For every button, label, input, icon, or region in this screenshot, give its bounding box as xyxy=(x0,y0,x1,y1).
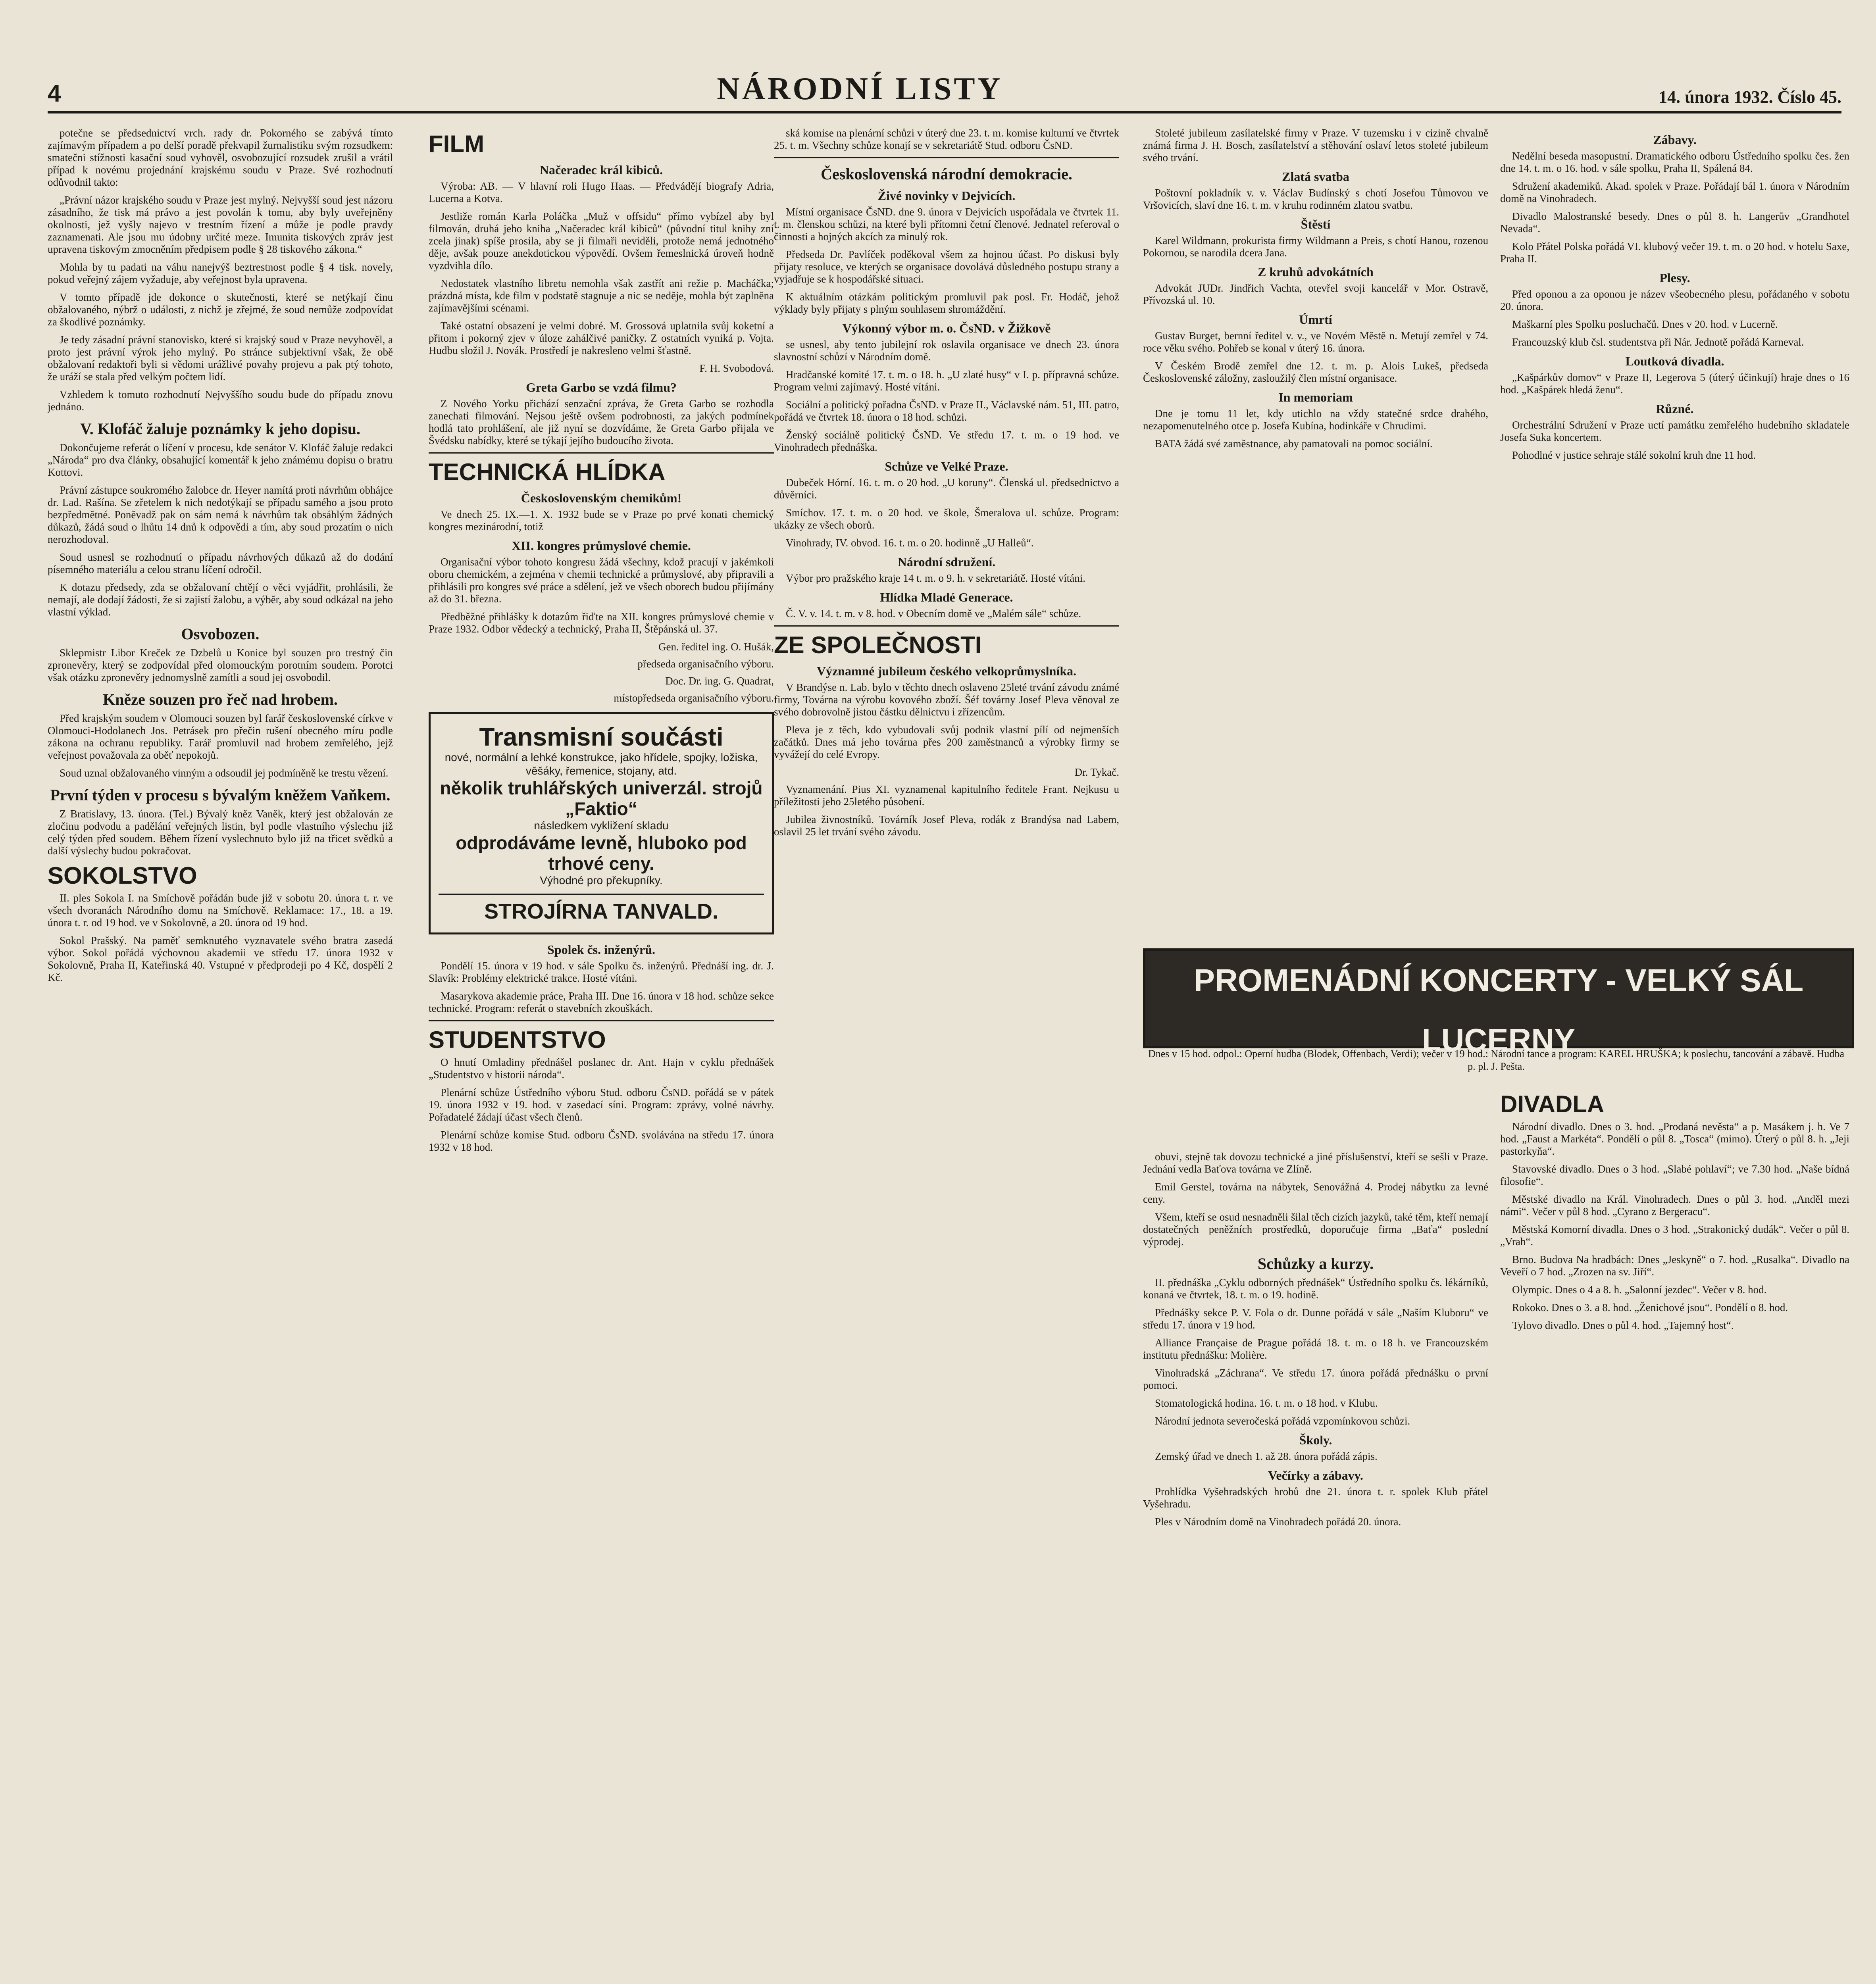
article-headline: Schůze ve Velké Praze. xyxy=(885,459,1008,473)
article-paragraph: Plenární schůze Ústředního výboru Stud. odboru ČsND. pořádá se v pátek 19. února 1932 v 19. hod. v zasedací síni. Program: zprávy, volné návrhy. Pořadatelé žádají účast všech členů. xyxy=(429,1086,774,1123)
article-headline: Různé. xyxy=(1656,402,1694,416)
article-paragraph: obuvi, stejně tak dovozu technické a jiné příslušenství, kteří se sešli v Praze. Jednání vedla Baťova továrna ve Zlíně. xyxy=(1143,1151,1488,1175)
ad-text: Výhodné pro překupníky. xyxy=(540,874,663,886)
article-paragraph: Pleva je z těch, kdo vybudovali svůj podnik vlastní pílí od nejmenších začátků. Dnes má jeho továrna přes 200 zaměstnanců a výrobky firmy se vyvážejí do celé Evropy. xyxy=(774,724,1119,760)
article-paragraph: Karel Wildmann, prokurista firmy Wildmann a Preis, s chotí Hanou, rozenou Pokornou, se narodila dcera Jana. xyxy=(1143,235,1488,259)
article-paragraph: Ples v Národním domě na Vinohradech pořádá 20. února. xyxy=(1155,1516,1401,1528)
article-paragraph: Vyznamenání. Pius XI. vyznamenal kapitulního ředitele Frant. Nejkusu u příležitosti jeho 25letého působení. xyxy=(774,783,1119,807)
article-paragraph: Sokol Prašský. Na paměť semknutého vyznavatele svého bratra zasedá výbor. Sokol pořádá výchovnou akademii ve středu 17. února 1932 v Sokolovně, Praha II, Kateřinská 40. Vstupné v předprodeji po 4 Kč, dospělí 2 Kč. xyxy=(48,934,393,983)
article-subheadline: XII. kongres průmyslové chemie. xyxy=(512,538,691,553)
article-headline: Československým chemikům! xyxy=(521,491,682,505)
article-paragraph: Dne je tomu 11 let, kdy utichlo na vždy statečné srdce drahého, nezapomenutelného otce p. Josefa Kubína, hodinkáře v Chrudimi. xyxy=(1143,408,1488,432)
article-headline: In memoriam xyxy=(1278,390,1353,404)
author-signature: místopředseda organisačního výboru. xyxy=(614,692,774,704)
article-headline: Živé novinky v Dejvicích. xyxy=(877,188,1016,203)
section-heading: ZE SPOLEČNOSTI xyxy=(774,632,982,658)
article-paragraph: Francouzský klub čsl. studentstva při Nár. Jednotě pořádá Karneval. xyxy=(1512,336,1804,348)
article-paragraph: Jubilea živnostníků. Továrník Josef Pleva, rodák z Brandýsa nad Labem, oslavil 25 let trvání svého závodu. xyxy=(774,813,1119,838)
article-paragraph: Mohla by tu padati na váhu nanejvýš beztrestnost podle § 4 tisk. novely, pokud veřejný zájem vyžaduje, aby veřejnost byla upravena. xyxy=(48,261,393,285)
article-paragraph: Divadlo Malostranské besedy. Dnes o půl 8. h. Langerův „Grandhotel Nevada“. xyxy=(1500,210,1849,235)
article-paragraph: Stavovské divadlo. Dnes o 3 hod. „Slabé pohlaví“; ve 7.30 hod. „Naše bídná filosofie“. xyxy=(1500,1163,1849,1187)
article-headline: Úmrtí xyxy=(1299,312,1332,327)
article-paragraph: Z Nového Yorku přichází senzační zpráva, že Greta Garbo se rozhodla zanechati filmování. Nejsou ještě ovšem podrobnosti, za jakých podmínek hodlá tato prohlášení, ale již nyní se dozvídáme, že Greta Garbo přijala ve Švédsku nabídky, které se týkají jejího budoucího života. xyxy=(429,398,774,446)
article-paragraph: Soud usnesl se rozhodnutí o případu návrhových důkazů až do dodání písemného materiálu a celou stranu líčení odročil. xyxy=(48,551,393,575)
article-paragraph: „Právní názor krajského soudu v Praze jest mylný. Nejvyšší soud jest názoru zásadního, že tisk má právo a jest povolán k tomu, aby byly uveřejněny okolnosti, jež vyšly najevo v trestním řízení a může je podle pravdy zaznamenati. Ale jsou mu údobny určité meze. Imunita tiskových zpráv jest upravena tiskovým zmocněním předpisem podle § 28 tiskového zákona.“ xyxy=(48,194,393,255)
section-heading: Československá národní demokracie. xyxy=(821,165,1072,183)
author-signature: Gen. ředitel ing. O. Hušák, xyxy=(658,641,774,653)
article-paragraph: Dokončujeme referát o líčení v procesu, kde senátor V. Klofáč žaluje redakci „Národa“ pro dva články, obsahující komentář k jeho známému dopisu o bratru Kottovi. xyxy=(48,442,393,478)
article-paragraph: Organisační výbor tohoto kongresu žádá všechny, kdož pracují v jakémkoli oboru chemickém, a zejména v chemii technické a průmyslové, aby připravili a přihlásili pro kongres své práce a sdělení, jež ve všech oborech budou přijímány až do 31. března. xyxy=(429,556,774,605)
advertisement-tanvald xyxy=(429,712,774,934)
article-headline: První týden v procesu s bývalým kněžem Vaňkem. xyxy=(50,786,391,804)
article-headline: V. Klofáč žaluje poznámky k jeho dopisu. xyxy=(80,420,360,438)
article-paragraph: Poštovní pokladník v. v. Václav Budínský s chotí Josefou Tůmovou ve Vršovicích, slaví dne 16. t. m. v kruhu rodinném zlatou svatbu. xyxy=(1143,187,1488,211)
article-paragraph: Z Bratislavy, 13. února. (Tel.) Bývalý kněz Vaněk, který jest obžalován ze zločinu podvodu a padělání veřejných listin, byl podle vlastního výslechu již celý týden před soudem. Během řízení vyslechnuto bylo již na třicet svědků a další výslechy budou pokračovat. xyxy=(48,808,393,857)
section-heading: STUDENTSTVO xyxy=(429,1027,606,1053)
section-heading: DIVADLA xyxy=(1500,1091,1605,1117)
article-headline: Načeradec král kibiců. xyxy=(539,163,663,177)
banner-title: PROMENÁDNÍ KONCERTY - VELKÝ SÁL LUCERNY xyxy=(1193,963,1804,1057)
column-4-top xyxy=(1143,127,1488,944)
article-paragraph: O hnutí Omladiny přednášel poslanec dr. Ant. Hajn v cyklu přednášek „Studentstvo v historii národa“. xyxy=(429,1056,774,1080)
article-headline: Zlatá svatba xyxy=(1282,169,1349,184)
article-paragraph: Rokoko. Dnes o 3. a 8. hod. „Ženichové jsou“. Pondělí o 8. hod. xyxy=(1512,1302,1788,1313)
section-heading: FILM xyxy=(429,131,484,157)
article-paragraph: Dubeček Hórní. 16. t. m. o 20 hod. „U koruny“. Členská ul. předsednictvo a důvěrníci. xyxy=(774,477,1119,501)
article-paragraph: II. přednáška „Cyklu odborných přednášek“ Ústředního spolku čs. lékárníků, konaná ve čtvrtek, 18. t. m. o 19. hodině. xyxy=(1143,1277,1488,1301)
section-heading: Schůzky a kurzy. xyxy=(1257,1255,1374,1273)
article-paragraph: Prohlídka Vyšehradských hrobů dne 21. února t. r. spolek Klub přátel Vyšehradu. xyxy=(1143,1486,1488,1510)
article-paragraph: Ve dnech 25. IX.—1. X. 1932 bude se v Praze po prvé konati chemický kongres mezinárodní, totiž xyxy=(429,508,774,533)
article-paragraph: K aktuálním otázkám politickým promluvil pak posl. Fr. Hodáč, jehož výklady byly přijaty s plným souhlasem shromáždění. xyxy=(774,291,1119,315)
banner-subtitle: Dnes v 15 hod. odpol.: Operní hudba (Blodek, Offenbach, Verdi); večer v 19 hod.: Národní tance a program: KAREL HRUŠKA; k poslechu, tancování a zábavě. Hudba p. pl. J. Pešta. xyxy=(1148,1048,1845,1072)
article-paragraph: Stomatologická hodina. 16. t. m. o 18 hod. v Klubu. xyxy=(1155,1397,1378,1409)
article-paragraph: Přednášky sekce P. V. Fola o dr. Dunne pořádá v sále „Naším Kluboru“ ve středu 17. února v 19 hod. xyxy=(1143,1307,1488,1331)
article-headline: Školy. xyxy=(1299,1433,1332,1447)
divider xyxy=(774,157,1119,158)
article-headline: Večírky a zábavy. xyxy=(1268,1468,1363,1482)
article-paragraph: Městská Komorní divadla. Dnes o 3 hod. „Strakonický dudák“. Večer o půl 8. „Vrah“. xyxy=(1500,1223,1849,1248)
article-paragraph: Jestliže román Karla Poláčka „Muž v offsidu“ přímo vybízel aby byl filmován, druhá jeho kniha „Načeradec král kibiců“ (původní titul knihy zní zcela jinak) spíše prosila, aby se ji filmaři neviděli, protože nemá jednotného děje, avšak pouze anekdotickou výpovědí. Ovšem řemeslnická úroveň hodně vyzdvihla dílo. xyxy=(429,210,774,271)
newspaper-title: NÁRODNÍ LISTY xyxy=(717,71,1003,106)
article-paragraph: ská komise na plenární schůzi v úterý dne 23. t. m. komise kulturní ve čtvrtek 25. t. m. Všechny schůze konají se v sekretariátě Stud. odboru ČsND. xyxy=(774,127,1119,151)
article-paragraph: Ženský sociálně politický ČsND. Ve středu 17. t. m. o 19 hod. ve Vinohradech přednáška. xyxy=(774,429,1119,453)
article-paragraph: Zemský úřad ve dnech 1. až 28. února pořádá zápis. xyxy=(1155,1450,1378,1462)
article-paragraph: Národní jednota severočeská pořádá vzpomínkovou schůzi. xyxy=(1155,1415,1410,1427)
divider xyxy=(429,452,774,454)
column-5-bottom xyxy=(1500,1087,1849,1984)
article-paragraph: Místní organisace ČsND. dne 9. února v Dejvicích uspořádala ve čtvrtek 11. t. m. členskou schůzi, na které byli přítomni četní členové. Jednatel referoval o činnosti a hojných akcích za minulý rok. xyxy=(774,206,1119,242)
masthead xyxy=(48,63,1841,113)
article-paragraph: Tylovo divadlo. Dnes o půl 4. hod. „Tajemný host“. xyxy=(1512,1319,1734,1331)
article-paragraph: V tomto případě jde dokonce o skutečnosti, které se netýkají činu obžalovaného, nýbrž o události, z nichž je zřejmé, že soud nemůže zodpovídat za škodlivé poznámky. xyxy=(48,291,393,328)
article-paragraph: Předseda Dr. Pavlíček poděkoval všem za hojnou účast. Po diskusi byly přijaty resoluce, ve kterých se organisace dovolává důsledného postupu strany a vyjadřuje se k hospodářské situaci. xyxy=(774,248,1119,285)
article-paragraph: Soud uznal obžalovaného vinným a odsoudil jej podmíněně ke trestu vězení. xyxy=(60,767,389,779)
article-headline: Štěstí xyxy=(1301,217,1331,231)
ad-text: nové, normální a lehké konstrukce, jako hřídele, spojky, ložiska, věšáky, řemenice, stojany, atd. xyxy=(444,751,758,777)
author-signature: předseda organisačního výboru. xyxy=(637,658,774,670)
article-headline: Hlídka Mladé Generace. xyxy=(880,590,1013,604)
article-paragraph: Předběžné přihlášky k dotazům řiďte na XII. kongres průmyslové chemie v Praze 1932. Odbor vědecký a technický, Praha II, Štěpánská ul. 37. xyxy=(429,611,774,635)
article-paragraph: Hradčanské komité 17. t. m. o 18. h. „U zlaté husy“ v I. p. přípravná schůze. Program velmi zajímavý. Hosté vítáni. xyxy=(774,369,1119,393)
article-paragraph: Pohodlné v justice sehraje stálé sokolní kruh dne 11 hod. xyxy=(1512,449,1756,461)
article-paragraph: Také ostatní obsazení je velmi dobré. M. Grossová uplatnila svůj koketní a přitom i pokorný zjev v úloze zahálčivé paničky. Z ostatních vyniká p. Vojta. Hudbu složil J. Novák. Prostředí je nakresleno velmi šťastně. xyxy=(429,320,774,356)
article-paragraph: Všem, kteří se osud nesnadněli šilal těch cizích jazyků, také těm, kteří nemají dostatečných peněžních prostředků, doporučuje firma „Baťa“ poslední výprodej. xyxy=(1143,1211,1488,1248)
article-paragraph: Nedostatek vlastního libretu nemohla však zastřít ani režie p. Macháčka; prázdná místa, kde film v podstatě stagnuje a nic se neděje, mohla být zaplněna zajímavějšími scénami. xyxy=(429,277,774,314)
article-paragraph: Pondělí 15. února v 19 hod. v sále Spolku čs. inženýrů. Přednáší ing. dr. J. Slavík: Problémy elektrické trakce. Hosté vítáni. xyxy=(429,960,774,984)
article-paragraph: Sklepmistr Libor Kreček ze Dzbelů u Konice byl souzen pro trestný čin zpronevěry, který se zodpovídal před olomouckým porotním soudem. Porotci však otázku zpronevěry jednomyslně zamítli a soud jej osvobodil. xyxy=(48,647,393,683)
banner-advertisement xyxy=(1143,948,1854,1057)
article-paragraph: Maškarní ples Spolku posluchačů. Dnes v 20. hod. v Lucerně. xyxy=(1512,318,1778,330)
article-paragraph: BATA žádá své zaměstnance, aby pamatovali na pomoc sociální. xyxy=(1155,438,1433,450)
column-2 xyxy=(429,127,774,1984)
article-headline: Plesy. xyxy=(1659,271,1690,285)
column-1 xyxy=(48,127,393,1984)
article-paragraph: Stoleté jubileum zasílatelské firmy v Praze. V tuzemsku i v cizině chvalně známá firma J. H. Bosch, zasílatelství a stěhování oslaví letos stoleté jubileum svého trvání. xyxy=(1143,127,1488,163)
article-paragraph: Vinohradská „Záchrana“. Ve středu 17. února pořádá přednášku o první pomoci. xyxy=(1143,1367,1488,1391)
article-paragraph: V Českém Brodě zemřel dne 12. t. m. p. Alois Lukeš, předseda Československé záložny, zasloužilý člen místní organisace. xyxy=(1143,360,1488,384)
article-headline: Loutková divadla. xyxy=(1625,354,1724,368)
article-headline: Významné jubileum českého velkoprůmyslníka. xyxy=(816,664,1077,678)
section-heading: SOKOLSTVO xyxy=(48,862,197,889)
author-signature: F. H. Svobodová. xyxy=(699,362,774,374)
divider xyxy=(774,625,1119,627)
article-paragraph: Plenární schůze komise Stud. odboru ČsND. svolávána na středu 17. února 1932 v 18 hod. xyxy=(429,1129,774,1153)
author-signature: Dr. Tykač. xyxy=(1074,766,1119,778)
article-paragraph: Sdružení akademiků. Akad. spolek v Praze. Pořádají bál 1. února v Národním domě na Vinohradech. xyxy=(1500,180,1849,204)
article-paragraph: Před oponou a za oponou je název všeobecného plesu, pořádaného v sobotu 20. února. xyxy=(1500,288,1849,312)
ad-text: následkem vykližení skladu xyxy=(534,819,669,832)
article-paragraph: Brno. Budova Na hradbách: Dnes „Jeskyně“ o 7. hod. „Rusalka“. Divadlo na Veveří o 7 hod. „Zrozen na sv. Jiří“. xyxy=(1500,1253,1849,1278)
article-paragraph: Orchestrální Sdružení v Praze uctí památku zemřelého hudebního skladatele Josefa Suka koncertem. xyxy=(1500,419,1849,443)
article-paragraph: Alliance Française de Prague pořádá 18. t. m. o 18 h. ve Francouzském institutu přednášku: Molière. xyxy=(1143,1337,1488,1361)
section-heading: TECHNICKÁ HLÍDKA xyxy=(429,459,666,485)
divider xyxy=(429,1020,774,1021)
article-headline: Spolek čs. inženýrů. xyxy=(547,942,656,957)
article-headline: Národní sdružení. xyxy=(897,555,996,569)
article-paragraph: II. ples Sokola I. na Smíchově pořádán bude již v sobotu 20. února t. r. ve všech dvoranách Národního domu na Smíchově. Reklamace: 17., 18. a 19. února t. r. od 19 hod. ve v Sokolovně, a 20. února od 19 hod. xyxy=(48,892,393,929)
ad-headline: Transmisní součásti xyxy=(479,723,723,751)
article-headline: Osvobozen. xyxy=(181,625,260,643)
article-paragraph: Gustav Burget, bernní ředitel v. v., ve Novém Městě n. Metují zemřel v 74. roce věku svého. Pohřeb se konal v úterý 16. února. xyxy=(1143,330,1488,354)
column-5-top xyxy=(1500,127,1849,944)
article-paragraph: se usnesl, aby tento jubilejní rok oslavila organisace ve dnech 23. února slavnostní schůzí v Národním domě. xyxy=(774,338,1119,363)
article-paragraph: „Kašpárkův domov“ v Praze II, Legerova 5 (úterý účinkují) hraje dnes o 16 hod. „Kašpárek hledá ženu“. xyxy=(1500,371,1849,396)
article-headline: Greta Garbo se vzdá filmu? xyxy=(526,380,677,394)
article-headline: Kněze souzen pro řeč nad hrobem. xyxy=(103,690,338,708)
issue-date: 14. února 1932. Číslo 45. xyxy=(1659,87,1841,107)
article-paragraph: Vzhledem k tomuto rozhodnutí Nejvyššího soudu bude do případu znovu jednáno. xyxy=(48,388,393,413)
ad-headline: odprodáváme levně, hluboko pod trhové ceny. xyxy=(456,832,747,874)
column-3 xyxy=(774,127,1119,1984)
article-paragraph: Výbor pro pražského kraje 14 t. m. o 9. h. v sekretariátě. Hosté vítáni. xyxy=(786,572,1086,584)
ad-company: STROJÍRNA TANVALD. xyxy=(439,894,764,924)
article-paragraph: Advokát JUDr. Jindřich Vachta, otevřel svoji kancelář v Mor. Ostravě, Přívozská ul. 10. xyxy=(1143,282,1488,306)
article-paragraph: Sociální a politický pořadna ČsND. v Praze II., Václavské nám. 51, III. patro, pořádá ve čtvrtek 18. února o 18 hod. schůzi. xyxy=(774,399,1119,423)
article-paragraph: Olympic. Dnes o 4 a 8. h. „Salonní jezdec“. Večer v 8. hod. xyxy=(1512,1284,1767,1296)
article-paragraph: Kolo Přátel Polska pořádá VI. klubový večer 19. t. m. o 20 hod. v hotelu Saxe, Praha II. xyxy=(1500,240,1849,265)
article-paragraph: Národní divadlo. Dnes o 3. hod. „Prodaná nevěsta“ a p. Masákem j. h. Ve 7 hod. „Faust a Markéta“. Pondělí o půl 8. „Tosca“ (mimo). Úterý o půl 8. h. „Jeji pastorkyňa“. xyxy=(1500,1121,1849,1157)
article-paragraph: Městské divadlo na Král. Vinohradech. Dnes o půl 3. hod. „Anděl mezi námi“. Večer v půl 8 hod. „Cyrano z Bergeracu“. xyxy=(1500,1193,1849,1217)
column-4-bottom xyxy=(1143,1151,1488,1984)
article-paragraph: potečne se předsednictví vrch. rady dr. Pokorného se zabývá tímto zajímavým případem a po delší poradě překvapil žurnalistiku svým rozsudkem: smatečni stížnosti kasační soud vyhověl, osvobozující rozsudek zrušil a vrátil případ k novému projednání krajskému soudu v Praze. Své rozhodnutí odůvodnil takto: xyxy=(48,127,393,188)
article-paragraph: Před krajským soudem v Olomouci souzen byl farář československé církve v Olomouci-Hodolanech Jos. Petrásek pro přečin rušení obecného míru podle zákona na ochranu republiky. Farář promluvil nad hrobem zemřelého, jejž veřejnost považovala za oběť nepokojů. xyxy=(48,712,393,761)
article-paragraph: V Brandýse n. Lab. bylo v těchto dnech oslaveno 25leté trvání závodu známé firmy, Továrna na výrobu kovového zboží. Šéf továrny Josef Pleva věnoval ze svého dobrovolně jistou částku dělnictvu i zřízencům. xyxy=(774,681,1119,718)
article-headline: Výkonný výbor m. o. ČsND. v Žižkově xyxy=(842,321,1051,335)
article-paragraph: Č. V. v. 14. t. m. v 8. hod. v Obecním domě ve „Malém sále“ schůze. xyxy=(786,608,1081,619)
author-signature: Doc. Dr. ing. G. Quadrat, xyxy=(665,675,774,687)
article-paragraph: Je tedy zásadní právní stanovisko, které si krajský soud v Praze nevyhověl, a proto jest právní výrok jeho mylný. Po stránce subjektivní však, že obě obžalovaní redaktoři byli si vědomi urážlivé povahy projevu a pak ptý tohoto, že uráží se stala před velkým počtem lidí. xyxy=(48,334,393,383)
ad-headline: několik truhlářských univerzál. strojů „Faktio“ xyxy=(440,778,763,819)
article-headline: Zábavy. xyxy=(1653,133,1697,147)
article-paragraph: Výroba: AB. — V hlavní roli Hugo Haas. — Předvádějí biografy Adria, Lucerna a Kotva. xyxy=(429,180,774,204)
article-paragraph: Právní zástupce soukromého žalobce dr. Heyer namítá proti návrhům obhájce dr. Lad. Rašína. Se zřetelem k nich nedotýkají se případu samého a jsou proto bezpředmětné. Poněvadž pak on sám nemá k návrhům tak obsáhlým žádných důkazů, žádá soud o lhůtu 14 dnů k odpovědi a tím, aby soud prozatím o nich nerozhodoval. xyxy=(48,484,393,545)
page-number: 4 xyxy=(48,80,61,107)
article-paragraph: Emil Gerstel, továrna na nábytek, Senovážná 4. Prodej nábytku za levné ceny. xyxy=(1143,1181,1488,1205)
article-headline: Z kruhů advokátních xyxy=(1258,265,1374,279)
article-paragraph: Vinohrady, IV. obvod. 16. t. m. o 20. hodinně „U Halleů“. xyxy=(786,537,1034,549)
article-paragraph: Nedělní beseda masopustní. Dramatického odboru Ústředního spolku čes. žen dne 14. t. m. o 16. hod. v sále spolku, Praha II, Spálená 84. xyxy=(1500,150,1849,174)
article-paragraph: Smíchov. 17. t. m. o 20 hod. ve škole, Šmeralova ul. schůze. Program: ukázky ze všech oborů. xyxy=(774,507,1119,531)
article-paragraph: K dotazu předsedy, zda se obžalovaní chtějí o věci vyjádřit, prohlásili, že nemají, ale dodají žádosti, že si zajistí žalobu, a výběr, aby soud odkázal na jeho vlastní výklad. xyxy=(48,581,393,618)
article-paragraph: Masarykova akademie práce, Praha III. Dne 16. února v 18 hod. schůze sekce technické. Program: referát o stavebních zkouškách. xyxy=(429,990,774,1014)
